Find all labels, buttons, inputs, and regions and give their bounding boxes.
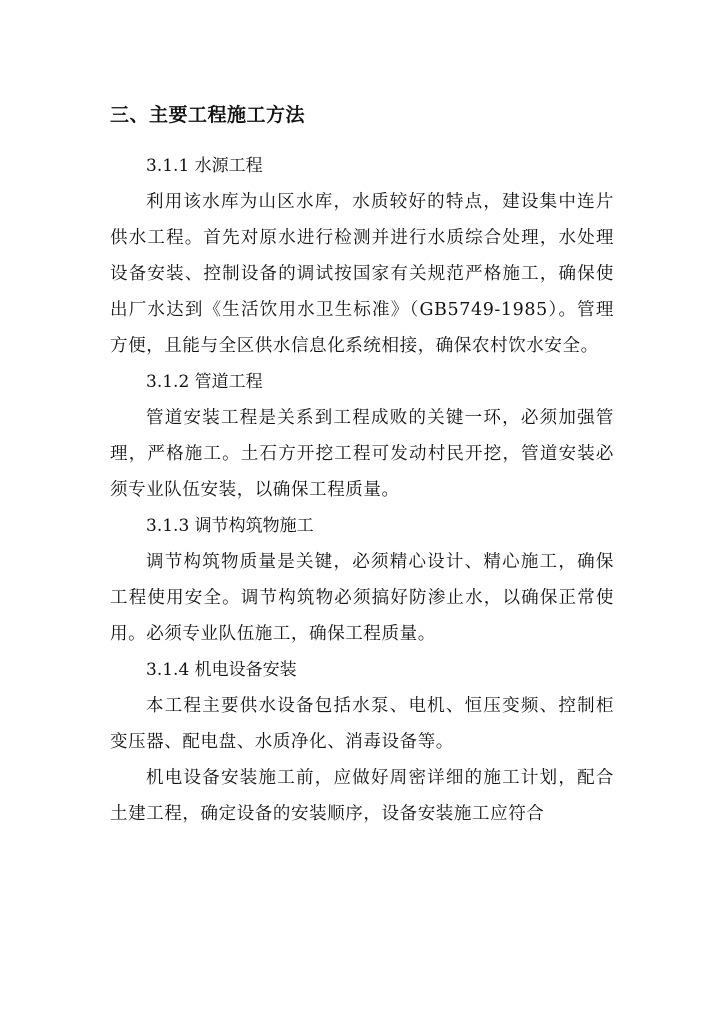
document-body [110, 148, 614, 832]
paragraph-installation-plan: 机电设备安装施工前，应做好周密详细的施工计划，配合土建工程，确定设备的安装顺序，设备安装施工应符合 [110, 768, 614, 824]
subsection-heading-water-source: 3.1.1 水源工程 [146, 156, 263, 176]
paragraph-pipeline: 管道安装工程是关系到工程成败的关键一环，必须加强管理，严格施工。土石方开挖工程可发动村民开挖，管道安装必须专业队伍安装，以确保工程质量。 [110, 408, 614, 500]
paragraph-water-source: 利用该水库为山区水库，水质较好的特点，建设集中连片供水工程。首先对原水进行检测并进行水质综合处理，水处理设备安装、控制设备的调试按国家有关规范严格施工，确保使出厂水达到《生活饮用水卫生标准》（GB5749-1985）。管理方便，且能与全区供水信息化系统相接，确保农村饮水安全。 [110, 192, 614, 356]
paragraph-regulating-structures: 调节构筑物质量是关键，必须精心设计、精心施工，确保工程使用安全。调节构筑物必须搞好防渗止水，以确保正常使用。必须专业队伍施工，确保工程质量。 [110, 552, 614, 644]
subsection-heading-pipeline: 3.1.2 管道工程 [146, 372, 263, 392]
subsection-heading-electromechanical: 3.1.4 机电设备安装 [146, 660, 297, 680]
section-title: 三、主要工程施工方法 [110, 104, 306, 126]
paragraph-equipment-list: 本工程主要供水设备包括水泵、电机、恒压变频、控制柜变压器、配电盘、水质净化、消毒设备等。 [110, 696, 614, 752]
subsection-heading-regulating-structures: 3.1.3 调节构筑物施工 [146, 516, 314, 536]
